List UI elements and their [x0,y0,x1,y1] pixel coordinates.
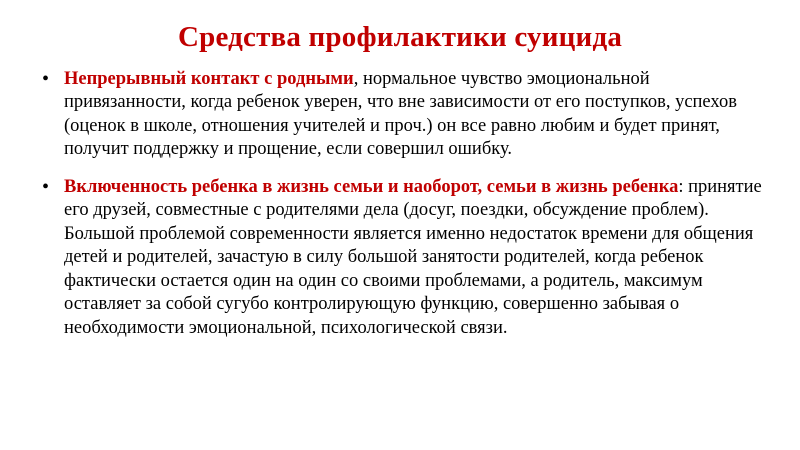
list-item [38,176,774,340]
bullet-lead-text: Непрерывный контакт с родными [64,68,354,89]
bullet-body-text: : принятие его друзей, совместные с родителями дела (досуг, поездки, обсуждение проблем). Большой проблемой современности является именно недостаток времени для общения детей и родителей, зачастую в силу большой занятости родителей, когда ребенок фактически остается один на один со своими проблемами, а родитель, максимум оставляет за собой сугубо контролирующую функцию, совершенно забывая о необходимости эмоциональной, психологической связи. [64,176,762,338]
bullet-list [0,54,800,340]
bullet-lead-text: Включенность ребенка в жизнь семьи и наоборот, семьи в жизнь ребенка [64,176,679,197]
list-item [38,68,774,162]
page-title: Средства профилактики суицида [177,21,623,53]
bullet-body-text: , нормальное чувство эмоциональной привязанности, когда ребенок уверен, что вне зависимости от его поступков, успехов (оценок в школе, отношения учителей и проч.) он все равно любим и будет принят, получит поддержку и прощение, если совершил ошибку. [64,68,737,160]
